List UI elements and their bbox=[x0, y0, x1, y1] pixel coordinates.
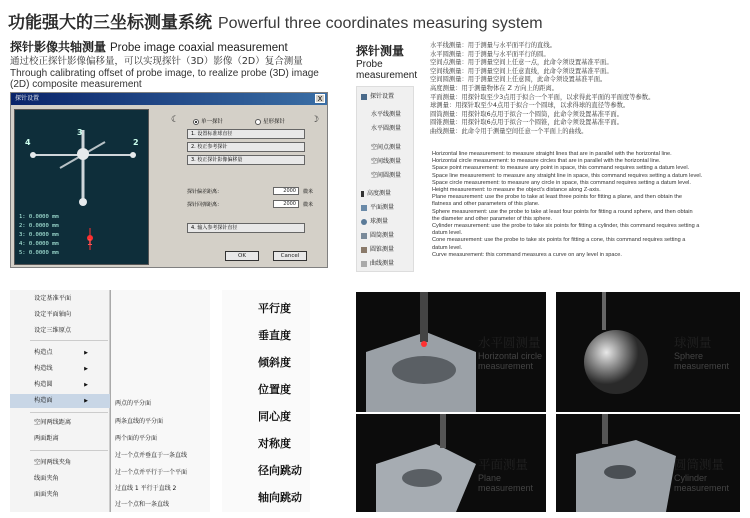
cn-line: 空间线测量：用于测量空间上任意直线，此命令须设置基准平面。 bbox=[430, 67, 613, 75]
coord-1: 1: 0.0000 mm bbox=[19, 214, 59, 220]
field2-label: 探针回弹距离： bbox=[187, 202, 223, 208]
cn-line: 圆锥测量：用探针取6点用于拟合一个圆锥，此命令须设置基准平面。 bbox=[430, 119, 623, 127]
plane-cn: 平面测量 bbox=[478, 457, 529, 472]
step3-button[interactable]: 3. 校正探针影像偏移量 bbox=[187, 155, 305, 165]
cylinder-caption bbox=[674, 455, 729, 493]
probe-settings-icon bbox=[361, 94, 367, 100]
kw-angularity: 倾斜度 bbox=[258, 356, 291, 369]
probe-title-en1: Probe bbox=[356, 59, 383, 70]
ctx-set-datum-plane[interactable]: 设定基准平面 bbox=[34, 295, 72, 302]
en-line: Plane measurement: use the probe to take at least three points for fitting a plane, and then obtain the bbox=[432, 194, 683, 201]
ctx-construct-line[interactable]: 构造线 ▶ bbox=[10, 362, 110, 376]
probe-description-en bbox=[432, 151, 740, 259]
ctx-construct-plane[interactable]: 构造面 ▶ bbox=[10, 394, 110, 408]
probe-label-2: 2 bbox=[133, 138, 139, 147]
construct-plane-submenu bbox=[110, 290, 210, 512]
hcircle-cn: 水平圆测量 bbox=[478, 335, 541, 350]
ctx-line-plane-angle[interactable]: 线面夹角 bbox=[34, 475, 59, 482]
ctx-set-plane-axis[interactable]: 设定平面轴向 bbox=[34, 311, 72, 318]
menu-cylinder[interactable]: 圆筒测量 bbox=[361, 230, 394, 239]
ctx-line-angle[interactable]: 空间两线夹角 bbox=[34, 459, 72, 466]
sphere-en2: measurement bbox=[674, 361, 730, 371]
en-line: the diameter and other parameter of this sphere. bbox=[432, 215, 553, 222]
probe-label-1: 1 bbox=[87, 238, 93, 247]
field1-label: 探针偏差距离： bbox=[187, 189, 223, 195]
ctx-construct-point[interactable]: 构造点 ▶ bbox=[10, 346, 110, 360]
probe-menu bbox=[356, 86, 414, 272]
construct-context-menu bbox=[10, 290, 110, 512]
section-subtitle bbox=[10, 38, 288, 55]
menu-probe-settings[interactable]: 探针设置 bbox=[361, 91, 394, 100]
probe-title-en2: measurement bbox=[356, 70, 418, 81]
coord-4: 4: 0.0000 mm bbox=[19, 241, 59, 247]
en-line: Horizontal circle measurement: to measure circles that are in parallel with the horizontal line. bbox=[432, 158, 661, 165]
cn-line: 空间圆测量：用于测量空间上任意圆，此命令须设置基准平面。 bbox=[430, 76, 607, 84]
curve-icon bbox=[361, 261, 367, 267]
settings-panel bbox=[153, 109, 325, 265]
ctx-plane-plane-angle[interactable]: 面面夹角 bbox=[34, 491, 59, 498]
kw-concentricity: 同心度 bbox=[258, 410, 291, 423]
height-icon bbox=[361, 191, 364, 197]
plane-en2: measurement bbox=[478, 483, 534, 493]
radio-star-probe[interactable]: 星形探针 bbox=[255, 117, 285, 125]
cn-line: 水平线测量：用于测量与水平面平行的直线。 bbox=[430, 42, 556, 49]
en-line: Space point measurement: to measure any point in space, this command requires setting a datum level. bbox=[432, 165, 690, 172]
probe-section-title bbox=[356, 42, 417, 81]
cylinder-icon bbox=[361, 233, 367, 239]
submenu-item[interactable]: 过一个点并垂直于一条直线 bbox=[115, 452, 188, 459]
submenu-arrow-icon: ▶ bbox=[84, 382, 88, 388]
tolerance-keywords bbox=[222, 290, 310, 512]
radio-dot-on bbox=[193, 119, 199, 125]
ctx-separator bbox=[30, 450, 108, 451]
en-line: datum level. bbox=[432, 244, 463, 251]
field1-input[interactable]: 2000 bbox=[273, 187, 299, 195]
ctx-separator bbox=[30, 412, 108, 413]
step1-button[interactable]: 1. 设置标准球直径 bbox=[187, 129, 305, 139]
crescent-icon: ☾ bbox=[171, 115, 180, 125]
field2-unit: 微米 bbox=[303, 202, 314, 208]
sphere-cn: 球测量 bbox=[674, 335, 712, 350]
en-line: Curve measurement: this command measures a curve on any level in space. bbox=[432, 251, 622, 258]
kw-perpendicularity: 垂直度 bbox=[258, 329, 291, 342]
en-line: Cylinder measurement: use the probe to take six points for fitting a cylinder, this command requires setting a bbox=[432, 223, 700, 230]
desc-cn: 通过校正探针影像偏移量，可以实现探针（3D）影像（2D）复合测量 bbox=[10, 56, 303, 67]
desc-en-1: Through calibrating offset of probe image, to realize probe (3D) image bbox=[10, 67, 319, 79]
submenu-arrow-icon: ▶ bbox=[84, 398, 88, 404]
field1-unit: 微米 bbox=[303, 189, 314, 195]
plane-en1: Plane bbox=[478, 473, 502, 483]
title-cn: 功能强大的三坐标测量系统 bbox=[8, 13, 212, 33]
cn-line: 空间点测量：用于测量空间上任意一点，此命令须设置基准平面。 bbox=[430, 59, 613, 67]
en-line: Height measurement: to measure the object's distance along Z-axis. bbox=[432, 187, 601, 194]
title-en: Powerful three coordinates measuring system bbox=[218, 15, 543, 32]
submenu-item[interactable]: 过一个点并平行于一个平面 bbox=[115, 469, 188, 476]
ctx-set-3d-origin[interactable]: 设定三维原点 bbox=[34, 327, 72, 334]
en-line: datum level. bbox=[432, 230, 463, 237]
cn-line: 平面测量：用探针取至少3点用于拟合一个平面，以求得此平面的平面度等参数。 bbox=[430, 93, 655, 101]
sphere-icon bbox=[361, 219, 367, 225]
step4-button[interactable]: 4. 输入参考探针直径 bbox=[187, 223, 305, 233]
kw-axial-runout: 轴向跳动 bbox=[258, 491, 302, 504]
ctx-separator bbox=[30, 340, 108, 341]
submenu-item[interactable]: 两点的平分面 bbox=[115, 400, 152, 407]
menu-cone[interactable]: 圆锥测量 bbox=[361, 244, 394, 253]
submenu-item[interactable]: 过一个点和一条直线 bbox=[115, 501, 170, 508]
en-line: Space line measurement: to measure any straight line in space, this command requires setting a datum level. bbox=[432, 172, 703, 179]
dialog-titlebar bbox=[11, 93, 327, 105]
coord-3: 3: 0.0000 mm bbox=[19, 232, 59, 238]
cone-icon bbox=[361, 247, 367, 253]
cylinder-en2: measurement bbox=[674, 483, 730, 493]
probe-label-3: 3 bbox=[77, 128, 83, 137]
plane-caption bbox=[478, 455, 533, 493]
sphere-en1: Sphere bbox=[674, 351, 704, 361]
menu-curve[interactable]: 曲线测量 bbox=[361, 258, 394, 267]
menu-hline[interactable]: 水平线测量 bbox=[371, 111, 402, 118]
cn-line: 曲线测量：此命令用于测量空间任意一个平面上的曲线。 bbox=[430, 127, 588, 135]
coord-2: 2: 0.0000 mm bbox=[19, 223, 59, 229]
sphere-caption bbox=[674, 333, 729, 371]
hcircle-en2: measurement bbox=[478, 361, 534, 371]
ctx-plane-distance[interactable]: 两面距离 bbox=[34, 435, 59, 442]
cn-line: 高度测量：用于测量物体在 Z 方向上的距离。 bbox=[430, 84, 558, 92]
en-line: Space circle measurement: to measure any circle in space, this command requires setting a datum level. bbox=[432, 179, 691, 186]
section-description bbox=[10, 56, 340, 91]
menu-sphere[interactable]: 球测量 bbox=[361, 216, 388, 225]
en-line: flatness and other parameters of this plane. bbox=[432, 201, 540, 208]
menu-height[interactable]: 高度测量 bbox=[361, 188, 391, 197]
submenu-item[interactable]: 过直线 1 平行于直线 2 bbox=[115, 485, 177, 492]
cn-line: 球测量：用探针取至少4点用于拟合一个圆球，以求得球的直径等参数。 bbox=[430, 102, 630, 110]
menu-space-circle[interactable]: 空间圆测量 bbox=[371, 172, 402, 179]
hcircle-en1: Horizontal circle bbox=[478, 351, 543, 361]
cn-line: 圆筒测量：用探针取6点用于拟合一个圆筒，此命令须设置基准平面。 bbox=[430, 110, 623, 118]
ctx-line-distance[interactable]: 空间两线距离 bbox=[34, 419, 72, 426]
menu-space-line[interactable]: 空间线测量 bbox=[371, 158, 402, 165]
desc-en-2: (2D) composite measurement bbox=[10, 79, 142, 90]
kw-parallelism: 平行度 bbox=[258, 302, 291, 315]
hcircle-caption bbox=[478, 333, 542, 371]
ctx-construct-circle[interactable]: 构造圆 ▶ bbox=[10, 378, 110, 392]
probe-settings-dialog bbox=[10, 92, 328, 268]
field2-input[interactable]: 2000 bbox=[273, 200, 299, 208]
submenu-item[interactable]: 两个面的平分面 bbox=[115, 435, 158, 442]
subtitle-en: Probe image coaxial measurement bbox=[110, 42, 288, 54]
submenu-arrow-icon: ▶ bbox=[84, 350, 88, 356]
cylinder-en1: Cylinder bbox=[674, 473, 708, 483]
crescent-right-icon: ☽ bbox=[311, 115, 320, 125]
cn-line: 水平圆测量：用于测量与水平面平行的圆。 bbox=[430, 50, 550, 58]
kw-position: 位置度 bbox=[258, 383, 291, 396]
probe-label-4: 4 bbox=[25, 138, 31, 147]
submenu-item[interactable]: 两条直线的平分面 bbox=[115, 418, 164, 425]
en-line: Horizontal line measurement: to measure straight lines that are in parallel with the horizontal line. bbox=[432, 151, 672, 157]
menu-plane[interactable]: 平面测量 bbox=[361, 202, 394, 211]
en-line: Sphere measurement: use the probe to take at least four points for fitting a round sphere, and then obtain bbox=[432, 208, 693, 215]
cylinder-cn: 圆筒测量 bbox=[674, 457, 725, 472]
radio-dot-off bbox=[255, 119, 261, 125]
step2-button[interactable]: 2. 校正参考探针 bbox=[187, 142, 305, 152]
submenu-arrow-icon: ▶ bbox=[84, 366, 88, 372]
kw-symmetry: 对称度 bbox=[258, 437, 291, 450]
probe-description-cn bbox=[430, 42, 740, 137]
coord-5: 5: 0.0000 mm bbox=[19, 250, 59, 256]
kw-radial-runout: 径向跳动 bbox=[258, 464, 302, 477]
probe-3d-viewport bbox=[14, 109, 149, 265]
probe-title-cn: 探针测量 bbox=[356, 44, 405, 58]
en-line: Cone measurement: use the probe to take six points for fitting a cone, this command requires setting a bbox=[432, 237, 686, 244]
subtitle-cn: 探针影像共轴测量 bbox=[10, 40, 107, 54]
plane-icon bbox=[361, 205, 367, 211]
close-button[interactable]: X bbox=[315, 94, 325, 103]
menu-space-point[interactable]: 空间点测量 bbox=[371, 144, 402, 151]
page-title bbox=[8, 8, 543, 33]
ok-button[interactable]: OK bbox=[225, 251, 259, 261]
radio-single-probe[interactable]: 单一探针 bbox=[193, 117, 223, 125]
dialog-title: 探针设置 bbox=[15, 95, 40, 102]
cancel-button[interactable]: Cancel bbox=[273, 251, 307, 261]
menu-hcircle[interactable]: 水平圆测量 bbox=[371, 125, 402, 132]
